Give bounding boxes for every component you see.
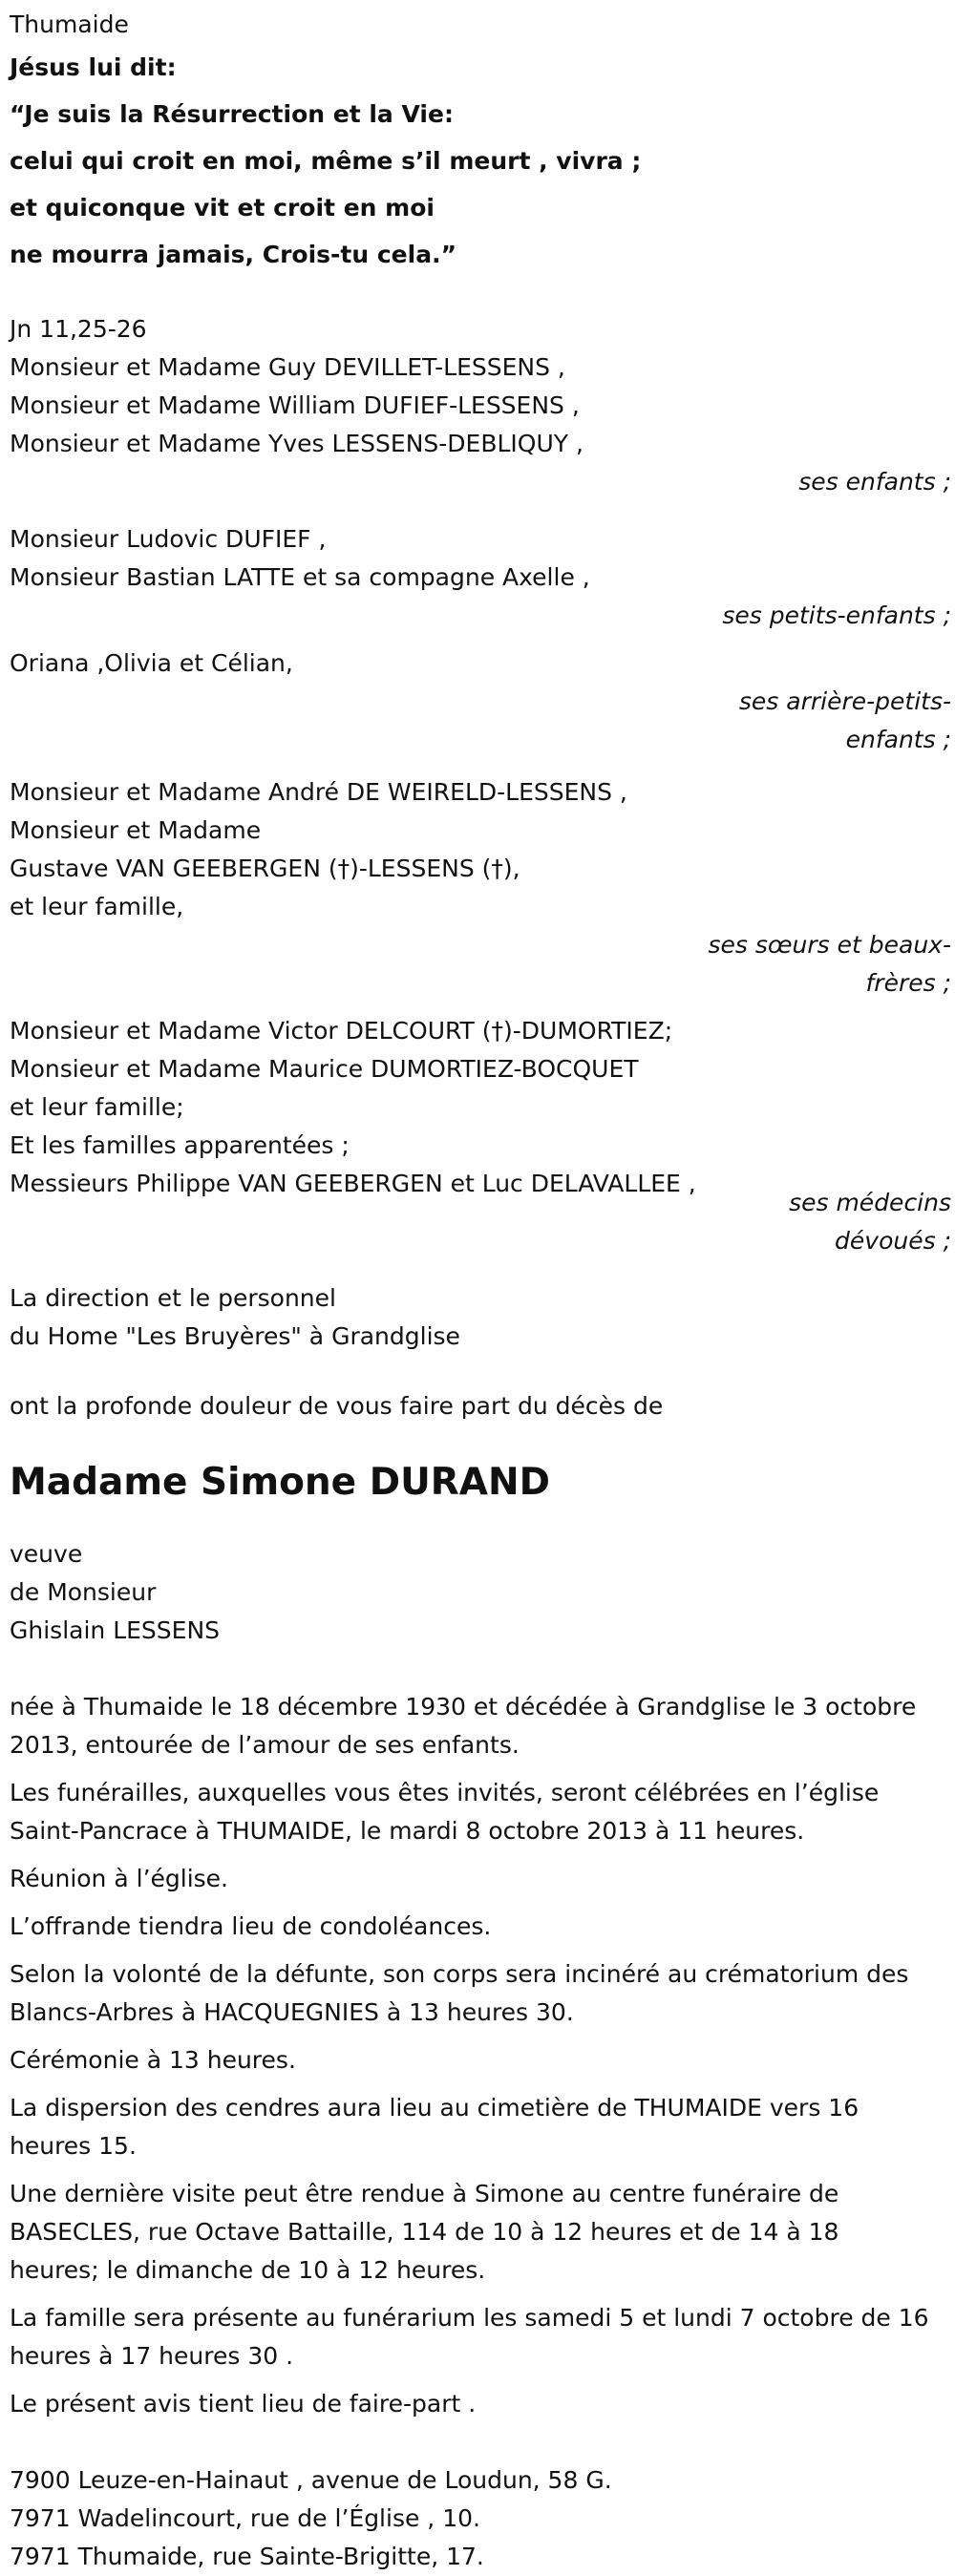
detail-paragraph: La famille sera présente au funérarium les samedi 5 et lundi 7 octobre de 16 heures à 17 heures 30 . xyxy=(10,2304,929,2370)
deceased-name: Madame Simone DURAND xyxy=(10,1461,550,1504)
detail-paragraph: Réunion à l’église. xyxy=(10,1865,229,1892)
announcement-text: ont la profonde douleur de vous faire part du décès de xyxy=(10,1392,664,1420)
detail-paragraph: Une dernière visite peut être rendue à Simone au centre funéraire de BASECLES, rue Octave Battaille, 114 de 10 à 12 heures et de 14 à 18 heures; le dimanche de 10 à 12 heures. xyxy=(10,2180,839,2284)
address-line: 7971 Wadelincourt, rue de l’Église , 10. xyxy=(10,2504,480,2532)
quote-line: “Je suis la Résurrection et la Vie: xyxy=(10,100,454,128)
family-role: ses petits-enfants ; xyxy=(722,602,951,629)
quote-intro: Jésus lui dit: xyxy=(10,53,177,81)
widow-line: de Monsieur xyxy=(10,1578,157,1606)
funeral-details xyxy=(10,1688,936,2423)
family-member: Monsieur et Madame Maurice DUMORTIEZ-BOCQUET xyxy=(10,1055,639,1083)
family-member: Oriana ,Olivia et Célian, xyxy=(10,649,293,677)
family-member: Monsieur et Madame Victor DELCOURT (†)-DUMORTIEZ; xyxy=(10,1017,673,1045)
family-member: Monsieur et Madame William DUFIEF-LESSENS , xyxy=(10,391,580,419)
family-role: ses médecins dévoués ; xyxy=(789,1189,951,1255)
family-member: et leur famille, xyxy=(10,893,184,920)
family-member: Monsieur et Madame Guy DEVILLET-LESSENS , xyxy=(10,353,565,381)
widow-line: Ghislain LESSENS xyxy=(10,1616,221,1644)
detail-paragraph: L’offrande tiendra lieu de condoléances. xyxy=(10,1912,492,1940)
quote-line: ne mourra jamais, Crois-tu cela.” xyxy=(10,241,456,268)
quote-reference: Jn 11,25-26 xyxy=(10,315,147,343)
family-role: ses arrière-petits- enfants ; xyxy=(738,687,951,753)
family-member: Monsieur et Madame xyxy=(10,816,262,844)
detail-paragraph: Cérémonie à 13 heures. xyxy=(10,2046,296,2074)
detail-paragraph: La dispersion des cendres aura lieu au cimetière de THUMAIDE vers 16 heures 15. xyxy=(10,2094,860,2160)
detail-paragraph: Les funérailles, auxquelles vous êtes invités, seront célébrées en l’église Saint-Pancrace à THUMAIDE, le mardi 8 octobre 2013 à 11 heures. xyxy=(10,1779,880,1845)
location-header: Thumaide xyxy=(10,11,129,38)
family-member: et leur famille; xyxy=(10,1093,184,1121)
family-group-children xyxy=(10,348,955,501)
address-line: 7971 Thumaide, rue Sainte-Brigitte, 17. xyxy=(10,2543,484,2570)
quote-line: celui qui croit en moi, même s’il meurt , vivra ; xyxy=(10,147,642,175)
bible-quote xyxy=(10,44,955,278)
family-member: Monsieur Bastian LATTE et sa compagne Axelle , xyxy=(10,563,590,591)
family-group-doctors xyxy=(10,1012,955,1260)
family-member: Gustave VAN GEEBERGEN (†)-LESSENS (†), xyxy=(10,855,520,882)
family-member: Messieurs Philippe VAN GEEBERGEN et Luc DELAVALLEE , xyxy=(10,1170,696,1197)
detail-paragraph: née à Thumaide le 18 décembre 1930 et décédée à Grandglise le 3 octobre 2013, entourée de l’amour de ses enfants. xyxy=(10,1693,917,1759)
family-group-siblings xyxy=(10,773,955,1003)
family-member: Monsieur et Madame Yves LESSENS-DEBLIQUY , xyxy=(10,430,584,457)
addresses xyxy=(10,2461,955,2576)
family-role: ses enfants ; xyxy=(798,468,951,496)
detail-paragraph: Le présent avis tient lieu de faire-part . xyxy=(10,2390,477,2418)
detail-paragraph: Selon la volonté de la défunte, son corps sera incinéré au crématorium des Blancs-Arbres à HACQUEGNIES à 13 heures 30. xyxy=(10,1960,909,2026)
widow-of xyxy=(10,1535,955,1650)
staff-line: La direction et le personnel xyxy=(10,1284,336,1312)
family-group-grandchildren xyxy=(10,520,955,635)
staff-line: du Home "Les Bruyères" à Grandglise xyxy=(10,1322,460,1350)
family-member: Monsieur Ludovic DUFIEF , xyxy=(10,525,327,553)
family-group-great-grandchildren xyxy=(10,644,955,759)
family-role: ses sœurs et beaux- frères ; xyxy=(708,931,951,997)
quote-line: et quiconque vit et croit en moi xyxy=(10,194,435,222)
family-member: Monsieur et Madame André DE WEIRELD-LESSENS , xyxy=(10,778,627,806)
family-member: Et les familles apparentées ; xyxy=(10,1131,350,1159)
staff-block xyxy=(10,1279,955,1356)
address-line: 7900 Leuze-en-Hainaut , avenue de Loudun, 58 G. xyxy=(10,2466,612,2494)
widow-line: veuve xyxy=(10,1540,83,1568)
